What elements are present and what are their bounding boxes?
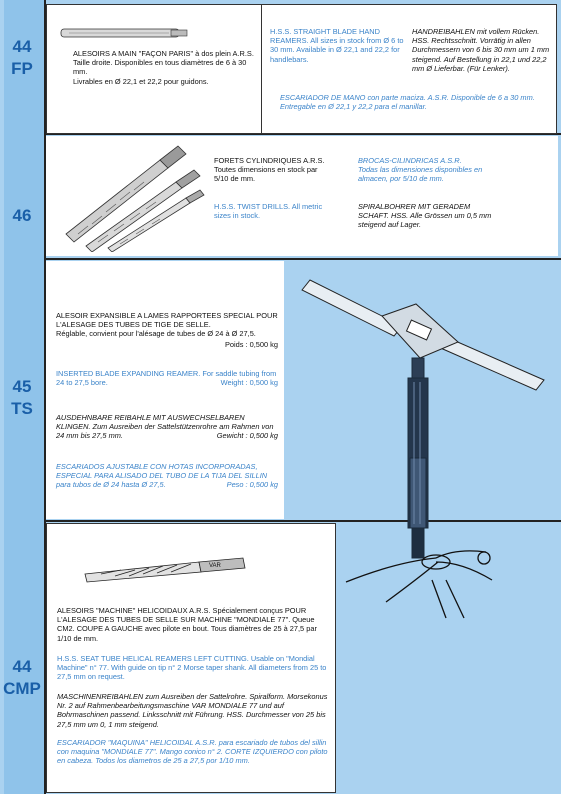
code-44cmp: 44 CMP	[3, 657, 41, 698]
code-44fp: 44 FP	[11, 37, 33, 78]
text-44fp-de: HANDREIBAHLEN mit vollem Rücken. HSS. Rechtsschnitt. Vorrätig in allen Durchmessern von 6 bis 30 mm um 1 mm steigend. Auf Bestellung in 22,1 und 22,2 mm Ø Lieferbar. (Für Lenker).	[412, 27, 550, 73]
panel-44cmp	[46, 523, 336, 793]
text-44fp-es: ESCARIADOR DE MANO con parte maciza. A.S.R. Disponible de 6 a 30 mm. Entregable en Ø 22,1 y 22,2 para el manillar.	[280, 93, 535, 112]
panel-45ts	[46, 261, 284, 519]
text-44cmp-es: ESCARIADOR "MAQUINA" HELICOIDAL A.S.R. para escariado de tubos del sillin con maquina "MONDIALE 77". Mango conico n° 2. CORTE IZQUIERDO con piloto en cabeza. Todos los diametros de 25 a 27,5 por 1/10 mm.	[57, 738, 328, 766]
twist-drills-image	[58, 142, 208, 252]
text-45ts-en: INSERTED BLADE EXPANDING REAMER. For saddle tubing from 24 to 27,5 bore.	[56, 369, 277, 388]
text-46-de: SPIRALBOHRER MIT GERADEM SCHAFT. HSS. Alle Grössen um 0,5 mm steigend auf Lager.	[358, 202, 492, 230]
text-45ts-es-weight: Peso : 0,500 kg	[226, 480, 278, 489]
text-46-en: H.S.S. TWIST DRILLS. All metric sizes in stock.	[214, 202, 323, 221]
text-44fp-en: H.S.S. STRAIGHT BLADE HAND REAMERS. All sizes in stock from Ø 6 to 30 mm. Available in Ø 22,1 and 22,2 for handlebars.	[270, 27, 404, 64]
divider-2	[44, 258, 561, 260]
panel-44fp-right	[262, 4, 557, 134]
code-45ts: 45 TS	[11, 377, 33, 418]
hand-reamer-image	[59, 25, 189, 41]
machine-reamer-image	[81, 548, 251, 588]
panel-44fp-left	[46, 4, 262, 134]
text-45ts-es: ESCARIADOS AJUSTABLE CON HOTAS INCORPORADAS, ESPECIAL PARA ALISADO DEL TUBO DE LA TIJA DEL SILLIN para tubos de Ø 24 hasta Ø 27,5.	[56, 462, 268, 490]
tool-label: VAR	[209, 563, 221, 569]
code-46: 46	[12, 206, 32, 225]
text-44cmp-en: H.S.S. SEAT TUBE HELICAL REAMERS LEFT CUTTING. Usable on "Mondial Machine" n° 77. With guide on tip n° 2 Morse taper shank. All diameters from 25 to 27,5 mm on request.	[57, 654, 327, 682]
text-44cmp-fr: ALESOIRS "MACHINE" HELICOIDAUX A.R.S. Spécialement conçus POUR L'ALESAGE DES TUBES DE SELLE SUR MACHINE "MONDIALE 77". Queue CM2. COUPE A GAUCHE avec pilote en bout. Tous diamètres de 25 à 27,5 par 1/10 de mm.	[57, 606, 317, 643]
text-46-es: BROCAS-CILINDRICAS A.S.R. Todas las dimensiones disponibles en almacen, por 5/10 de mm.	[358, 156, 483, 184]
text-46-fr: FORETS CYLINDRIQUES A.R.S. Toutes dimensions en stock par 5/10 de mm.	[214, 156, 325, 184]
text-45ts-fr: ALESOIR EXPANSIBLE A LAMES RAPPORTEES SPECIAL POUR L'ALESAGE DES TUBES DE TIGE DE SELLE. Réglable, convient pour l'alésage de tubes de Ø 24 à Ø 27,5.	[56, 311, 278, 339]
panel-46	[46, 136, 558, 256]
text-45ts-en-weight: Weight : 0,500 kg	[220, 378, 278, 387]
text-45ts-de-weight: Gewicht : 0,500 kg	[216, 431, 278, 440]
text-44cmp-de: MASCHINENREIBAHLEN zum Ausreiben der Sattelrohre. Spiralform. Morsekonus Nr. 2 auf Rahmenbearbeitungsmaschine VAR MONDIALE 77 und auf Bohrmaschinen passend. Linksschnitt mit Führung. HSS. Durchmesser von 25 bis 27,5 mm um 0, 1 mm steigend.	[57, 692, 328, 729]
text-45ts-de: AUSDEHNBARE REIBAHLE MIT AUSWECHSELBAREN KLINGEN. Zum Ausreiben der Sattelstützenrohre am Rahmen von 24 mm bis 27,5 mm.	[56, 413, 274, 441]
text-44fp-fr: ALESOIRS A MAIN "FAÇON PARIS" à dos plein A.R.S. Taille droite. Disponibles en tous diamètres de 6 à 30 mm. Livrables en Ø 22,1 et 22,2 pour guidons.	[73, 49, 254, 86]
text-45ts-fr-weight: Poids : 0,500 kg	[224, 340, 278, 349]
